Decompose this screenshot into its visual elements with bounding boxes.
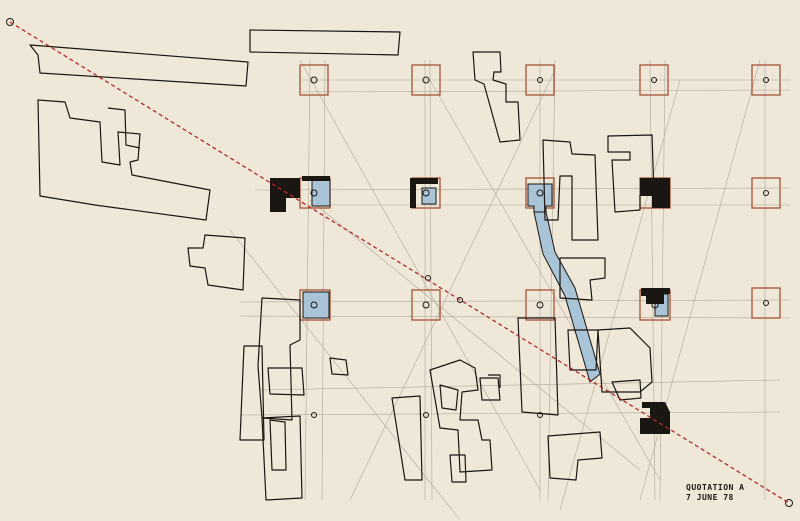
drawing-caption: [686, 483, 756, 503]
caption-title: QUOTATION A: [686, 483, 745, 492]
caption-date: 7 JUNE 78: [686, 493, 734, 502]
